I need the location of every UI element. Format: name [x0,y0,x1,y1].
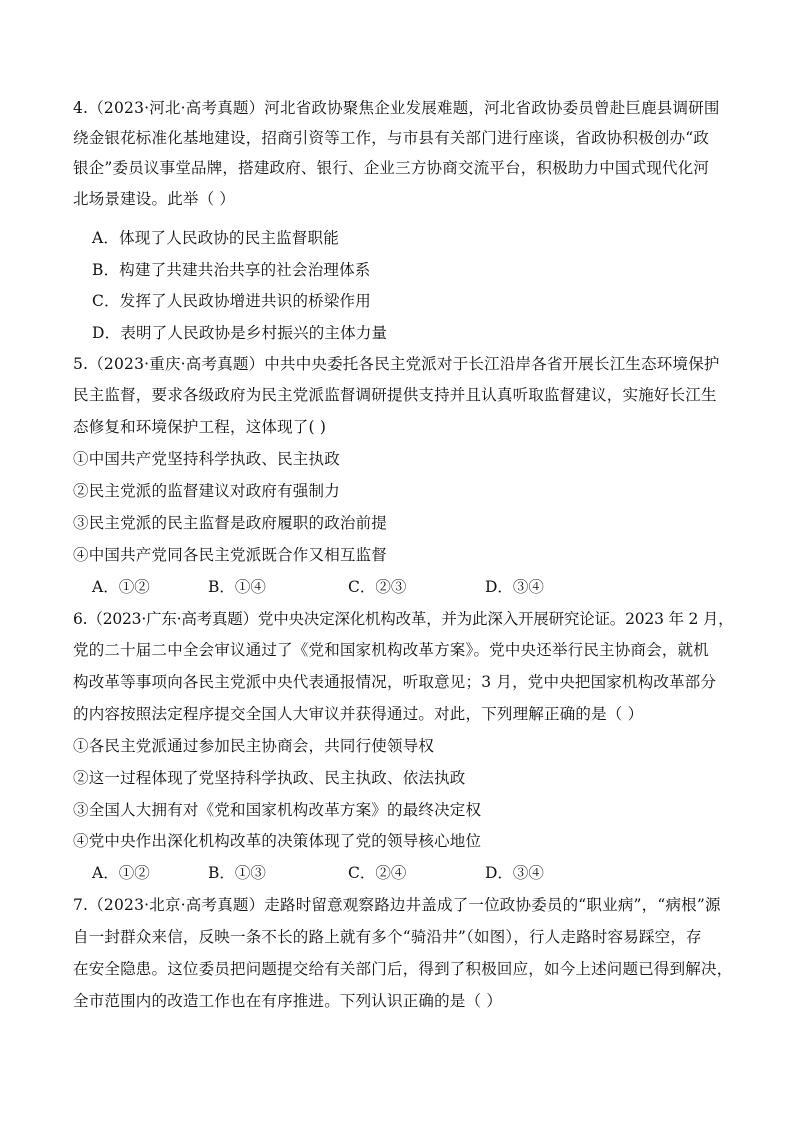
question-4-option-c: C．发挥了人民政协增进共识的桥梁作用 [92,292,371,310]
question-6-statement: ④党中央作出深化机构改革的决策体现了党的领导核心地位 [73,832,482,850]
question-5-line: 态修复和环境保护工程，这体现了( ) [73,418,327,436]
question-7-line: 自一封群众来信，反映一条不长的路上就有多个“骑沿井”（如图），行人走路时容易踩空，存 [73,928,702,946]
question-6-line: 6.（2023·广东·高考真题）党中央决定深化机构改革，并为此深入开展研究论证。2023 年 2 月， [73,610,734,628]
question-4-line: 北场景建设。此举（ ） [73,190,236,208]
choice-a: A．①② [92,578,150,596]
question-6-line: 党的二十届二中全会审议通过了《党和国家机构改革方案》。党中央还举行民主协商会，就机 [73,641,709,659]
question-5-statement: ④中国共产党同各民主党派既合作又相互监督 [73,546,388,564]
question-4-option-d: D．表明了人民政协是乡村振兴的主体力量 [92,324,388,342]
question-4-option-a: A．体现了人民政协的民主监督职能 [92,229,339,247]
question-5-line: 民主监督，要求各级政府为民主党派监督调研提供支持并且认真听取监督建议，实施好长江生 [73,386,717,404]
question-5-statement: ③民主党派的民主监督是政府履职的政治前提 [73,514,388,532]
question-7-line: 7.（2023·北京·高考真题）走路时留意观察路边井盖成了一位政协委员的“职业病”，“病根”源 [73,896,721,914]
question-6-statement: ③全国人大拥有对《党和国家机构改革方案》的最终决定权 [73,801,482,819]
question-6-line: 的内容按照法定程序提交全国人大审议并获得通过。对此，下列理解正确的是（ ） [73,705,644,723]
choice-a: A．①② [92,864,150,882]
question-4-option-b: B．构建了共建共治共享的社会治理体系 [92,261,371,279]
choice-b: B．①③ [208,864,266,882]
choice-d: D．③④ [485,864,544,882]
question-7-line: 在安全隐患。这位委员把问题提交给有关部门后，得到了积极回应，如今上述问题已得到解决， [73,960,733,978]
question-7-line: 全市范围内的改造工作也在有序推进。下列认识正确的是（ ） [73,992,503,1010]
question-5-statement: ②民主党派的监督建议对政府有强制力 [73,482,340,500]
question-6-statement: ②这一过程体现了党坚持科学执政、民主执政、依法执政 [73,769,466,787]
question-5-line: 5.（2023·重庆·高考真题）中共中央委托各民主党派对于长江沿岸各省开展长江生态环境保护 [73,355,720,373]
choice-c: C．②④ [348,864,407,882]
question-6-line: 构改革等事项向各民主党派中央代表通报情况，听取意见；3 月，党中央把国家机构改革部分 [73,673,717,691]
question-5-statement: ①中国共产党坚持科学执政、民主执政 [73,450,340,468]
choice-c: C．②③ [348,578,407,596]
choice-b: B．①④ [208,578,266,596]
question-4-line: 银企”委员议事堂品牌，搭建政府、银行、企业三方协商交流平台，积极助力中国式现代化河 [73,159,710,177]
question-4-line: 4.（2023·河北·高考真题）河北省政协聚焦企业发展难题，河北省政协委员曾赴巨鹿县调研围 [73,99,720,117]
question-6-statement: ①各民主党派通过参加民主协商会，共同行使领导权 [73,737,435,755]
question-4-line: 绕金银花标准化基地建设，招商引资等工作，与市县有关部门进行座谈，省政协积极创办“政 [73,129,710,147]
choice-d: D．③④ [485,578,544,596]
